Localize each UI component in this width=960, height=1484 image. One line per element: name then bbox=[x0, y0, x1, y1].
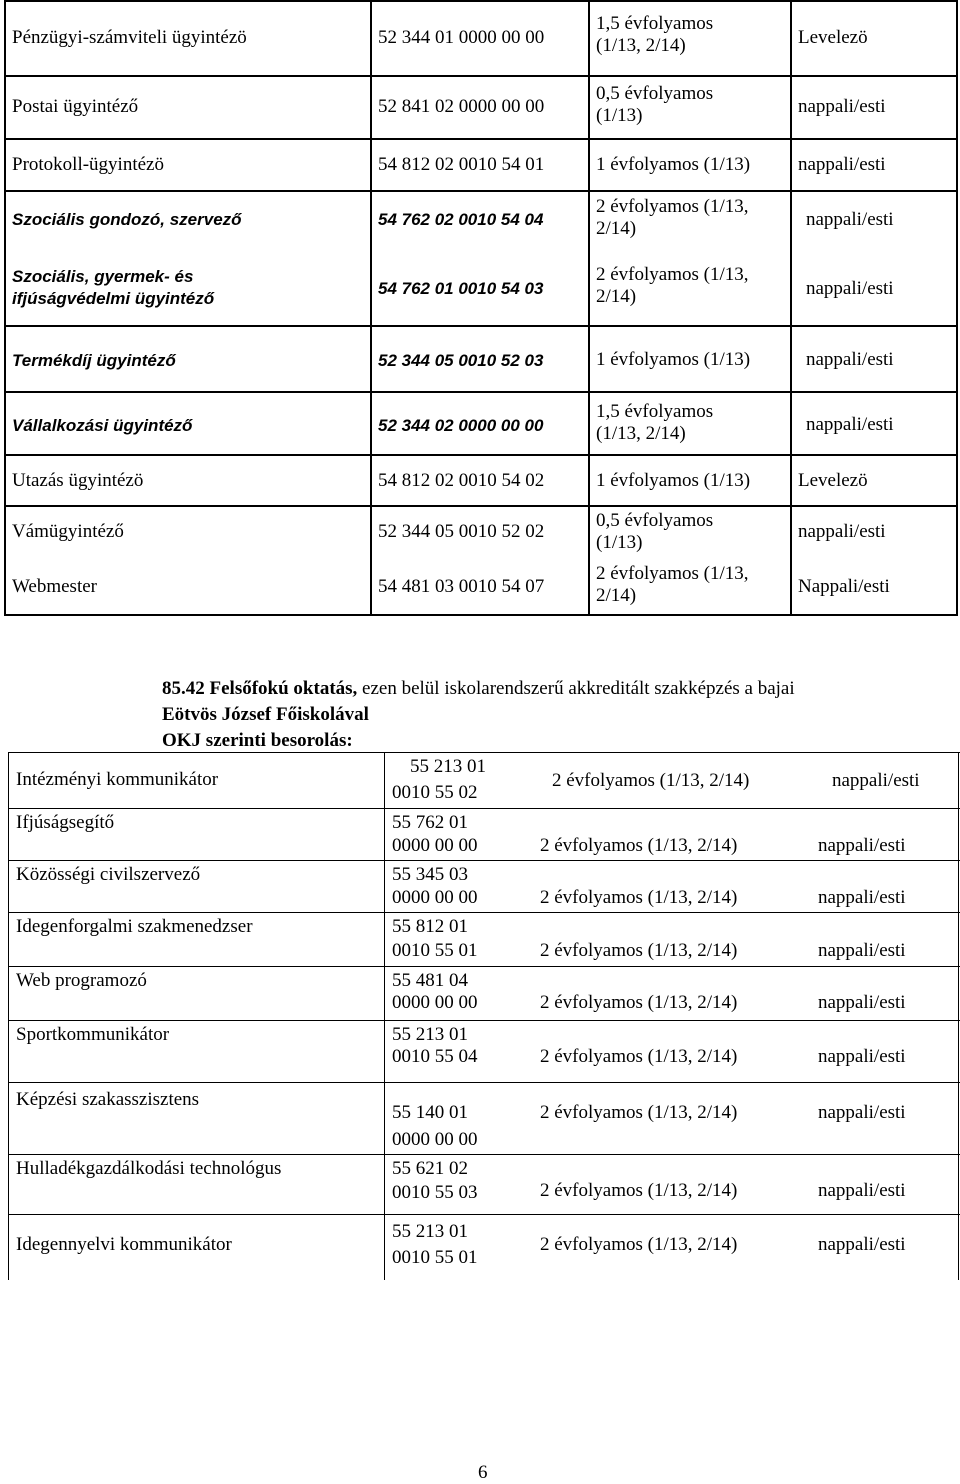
section-description: ezen belül iskolarendszerű akkreditált szakképzés a bajai bbox=[362, 678, 795, 699]
row-code: 54 812 02 0010 54 02 bbox=[378, 470, 545, 491]
row-code: 55 621 02 bbox=[392, 1158, 468, 1179]
table-row bbox=[0, 75, 960, 138]
row-duration: 1 évfolyamos (1/13) bbox=[596, 154, 751, 175]
row-name: Ifjúságsegítő bbox=[16, 812, 115, 833]
row-name: Webmester bbox=[12, 576, 97, 597]
row-name: Képzési szakasszisztens bbox=[16, 1089, 200, 1110]
row-duration: 2 évfolyamos (1/13, 2/14) bbox=[540, 940, 738, 961]
row-name: Szociális gondozó, szervező bbox=[12, 210, 242, 229]
row-name: Web programozó bbox=[16, 970, 147, 991]
row-name: Termékdíj ügyintéző bbox=[12, 351, 176, 370]
row-duration: 2 évfolyamos (1/13, 2/14) bbox=[540, 835, 738, 856]
row-code: 55 213 01 bbox=[410, 756, 486, 777]
row-code-suffix: 0000 00 00 bbox=[392, 992, 478, 1013]
table-row bbox=[0, 0, 960, 75]
row-code: 52 344 02 0000 00 00 bbox=[378, 416, 544, 435]
table-row bbox=[0, 505, 960, 560]
row-code: 55 140 01 bbox=[392, 1102, 468, 1123]
row-duration: 2 évfolyamos (1/13, 2/14) bbox=[540, 992, 738, 1013]
row-duration: 2 évfolyamos (1/13, 2/14) bbox=[540, 1046, 738, 1067]
row-code-suffix: 0010 55 02 bbox=[392, 782, 478, 803]
row-code: 54 481 03 0010 54 07 bbox=[378, 576, 545, 597]
row-code: 54 762 01 0010 54 03 bbox=[378, 279, 544, 298]
row-mode: nappali/esti bbox=[818, 1234, 906, 1255]
row-code-suffix: 0000 00 00 bbox=[392, 835, 478, 856]
table-row bbox=[0, 860, 960, 912]
row-mode: nappali/esti bbox=[832, 770, 920, 791]
row-name: Utazás ügyintézö bbox=[12, 470, 144, 491]
table-row bbox=[0, 454, 960, 505]
section-bold-title: Felsőfokú oktatás, bbox=[209, 678, 358, 699]
table-row bbox=[0, 138, 960, 190]
page-number: 6 bbox=[478, 1462, 488, 1483]
row-mode: nappali/esti bbox=[818, 887, 906, 908]
row-mode: Levelezö bbox=[798, 470, 868, 491]
row-mode: nappali/esti bbox=[798, 154, 886, 175]
okj-heading: OKJ szerinti besorolás: bbox=[162, 730, 353, 751]
row-duration: 2 évfolyamos (1/13, 2/14) bbox=[552, 770, 750, 791]
table-row bbox=[0, 966, 960, 1020]
row-code: 55 213 01 bbox=[392, 1024, 468, 1045]
row-duration: 2 évfolyamos (1/13, 2/14) bbox=[540, 1180, 738, 1201]
row-duration: 1 évfolyamos (1/13) bbox=[596, 349, 751, 370]
row-duration: 1 évfolyamos (1/13) bbox=[596, 470, 751, 491]
row-mode: nappali/esti bbox=[806, 278, 894, 299]
row-mode: nappali/esti bbox=[818, 835, 906, 856]
row-code-suffix: 0000 00 00 bbox=[392, 1129, 478, 1150]
row-duration: 0,5 évfolyamos (1/13) bbox=[596, 83, 714, 126]
row-mode: nappali/esti bbox=[818, 1102, 906, 1123]
row-name: Postai ügyintéző bbox=[12, 96, 139, 117]
table-row bbox=[0, 1020, 960, 1082]
row-code-suffix: 0000 00 00 bbox=[392, 887, 478, 908]
table-row bbox=[0, 1154, 960, 1214]
row-name: Pénzügyi-számviteli ügyintézö bbox=[12, 27, 247, 48]
table-row bbox=[0, 391, 960, 454]
row-code-suffix: 0010 55 04 bbox=[392, 1046, 478, 1067]
row-duration: 2 évfolyamos (1/13, 2/14) bbox=[540, 1234, 738, 1255]
row-code: 54 812 02 0010 54 01 bbox=[378, 154, 545, 175]
table-row bbox=[0, 752, 960, 808]
row-code-suffix: 0010 55 03 bbox=[392, 1182, 478, 1203]
table-row bbox=[0, 560, 960, 614]
row-code: 52 344 05 0010 52 03 bbox=[378, 351, 544, 370]
table-row bbox=[0, 912, 960, 966]
table-row bbox=[0, 1214, 960, 1280]
row-mode: nappali/esti bbox=[818, 1180, 906, 1201]
row-duration: 0,5 évfolyamos (1/13) bbox=[596, 510, 714, 553]
section-institution: Eötvös József Főiskolával bbox=[162, 704, 369, 725]
row-code: 55 812 01 bbox=[392, 916, 468, 937]
row-name: Vámügyintéző bbox=[12, 521, 124, 542]
row-duration: 2 évfolyamos (1/13, 2/14) bbox=[540, 1102, 738, 1123]
row-code: 55 762 01 bbox=[392, 812, 468, 833]
row-name: Intézményi kommunikátor bbox=[16, 769, 219, 790]
row-code: 55 345 03 bbox=[392, 864, 468, 885]
row-name: Protokoll-ügyintézö bbox=[12, 154, 164, 175]
section-number: 85.42 bbox=[162, 678, 205, 699]
row-code-suffix: 0010 55 01 bbox=[392, 1247, 478, 1268]
row-mode: nappali/esti bbox=[806, 349, 894, 370]
row-code: 52 344 01 0000 00 00 bbox=[378, 27, 545, 48]
row-name: Sportkommunikátor bbox=[16, 1024, 170, 1045]
row-code: 55 481 04 bbox=[392, 970, 468, 991]
row-mode: nappali/esti bbox=[818, 1046, 906, 1067]
row-name: Idegennyelvi kommunikátor bbox=[16, 1234, 232, 1255]
row-mode: nappali/esti bbox=[798, 521, 886, 542]
row-code: 52 841 02 0000 00 00 bbox=[378, 96, 545, 117]
table-row bbox=[0, 1082, 960, 1154]
table-row bbox=[0, 808, 960, 860]
row-mode: nappali/esti bbox=[806, 209, 894, 230]
table-row bbox=[0, 325, 960, 391]
row-name: Hulladékgazdálkodási technológus bbox=[16, 1158, 282, 1179]
row-code: 55 213 01 bbox=[392, 1221, 468, 1242]
row-duration: 2 évfolyamos (1/13, 2/14) bbox=[596, 196, 749, 239]
row-mode: nappali/esti bbox=[818, 992, 906, 1013]
row-mode: nappali/esti bbox=[806, 414, 894, 435]
row-duration: 2 évfolyamos (1/13, 2/14) bbox=[596, 264, 749, 307]
row-code: 54 762 02 0010 54 04 bbox=[378, 210, 544, 229]
row-duration: 1,5 évfolyamos (1/13, 2/14) bbox=[596, 401, 714, 444]
row-code: 52 344 05 0010 52 02 bbox=[378, 521, 545, 542]
row-mode: nappali/esti bbox=[818, 940, 906, 961]
row-name: Idegenforgalmi szakmenedzser bbox=[16, 916, 253, 937]
row-duration: 1,5 évfolyamos (1/13, 2/14) bbox=[596, 13, 714, 56]
row-name: Vállalkozási ügyintéző bbox=[12, 416, 193, 435]
row-mode: Nappali/esti bbox=[798, 576, 890, 597]
row-mode: Levelezö bbox=[798, 27, 868, 48]
row-name: Szociális, gyermek- és ifjúságvédelmi ügyintéző bbox=[12, 267, 215, 308]
row-code-suffix: 0010 55 01 bbox=[392, 940, 478, 961]
row-duration: 2 évfolyamos (1/13, 2/14) bbox=[540, 887, 738, 908]
row-mode: nappali/esti bbox=[798, 96, 886, 117]
row-duration: 2 évfolyamos (1/13, 2/14) bbox=[596, 563, 749, 606]
row-name: Közösségi civilszervező bbox=[16, 864, 201, 885]
table-row bbox=[0, 255, 960, 325]
table-row bbox=[0, 190, 960, 255]
